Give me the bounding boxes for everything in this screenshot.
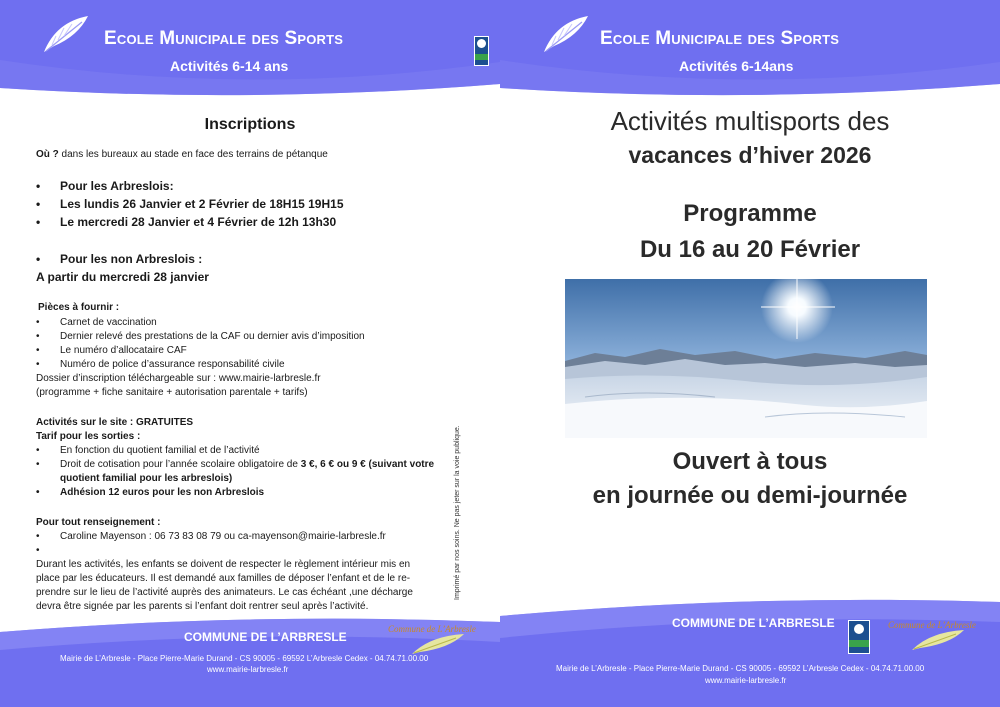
school-subtitle: Activités 6-14ans [679,58,794,74]
right-footer [500,598,1000,707]
feather-icon [42,14,90,54]
feather-icon [410,632,466,656]
print-note: Imprimé par nos soins. Ne pas jeter sur la voie publique. [454,425,461,600]
town-logo [388,618,476,658]
school-title: Ecole Municipale des Sports [600,28,840,49]
left-footer [0,598,500,707]
list-item: • Le numéro d’allocataire CAF [36,345,187,356]
location-line: Où ? dans les bureaux au stade en face des terrains de pétanque [36,149,328,160]
programme-heading: Programme [683,200,817,227]
commune-title: COMMUNE DE L’ARBRESLE [672,616,835,630]
rules-line: prendre sur le lieu de l’activité auprès des animateurs. Le cas échéant ,une décharge [36,587,413,598]
snow-landscape-photo [565,279,927,438]
caf-logo [848,620,870,654]
commune-title: COMMUNE DE L’ARBRESLE [184,630,347,644]
list-item: • Numéro de police d’assurance responsabilité civile [36,359,285,370]
open-heading: Ouvert à tous [672,448,828,475]
list-item: • Carnet de vaccination [36,317,157,328]
activites-site: Activités sur le site : GRATUITES [36,417,194,428]
school-title: Ecole Municipale des Sports [104,28,344,49]
list-item: • [36,545,40,556]
list-item: • Droit de cotisation pour l’année scolaire obligatoire de 3 €, 6 € ou 9 € (suivant votre [36,459,435,470]
list-item: • Dernier relevé des prestations de la CAF ou dernier avis d’imposition [36,331,365,342]
town-logo-text: Commune de L’Arbresle [888,620,976,630]
list-item-continued: quotient familial pour les arbreslois) [60,473,233,484]
program-subtitle: vacances d’hiver 2026 [628,142,872,168]
program-title: Activités multisports des [610,106,890,136]
town-logo [888,614,976,654]
rules-line: devra être signée par les parents si l’enfant doit rentrer seul après l’activité. [36,601,369,612]
open-subheading: en journée ou demi-journée [592,482,908,509]
list-item: • Adhésion 12 euros pour les non Arbreslois [36,487,265,498]
pieces-title: Pièces à fournir : [38,302,120,313]
rules-line: place par les éducateurs. Il est demandé aux familles de déposer l’enfant et de le re- [36,573,411,584]
feather-icon [542,14,590,54]
right-header [500,0,1000,98]
caf-logo [474,36,489,66]
left-header [0,0,500,98]
website-link[interactable]: www.mairie-larbresle.fr [705,676,787,685]
programme-dates: Du 16 au 20 Février [639,236,861,263]
address-line: Mairie de L’Arbresle - Place Pierre-Marie Durand - CS 90005 - 69592 L’Arbresle Cedex - 04.74.71.00.00 [556,664,925,673]
list-item: • En fonction du quotient familial et de l’activité [36,445,260,456]
feather-icon [910,628,966,652]
list-item: • Pour les Arbreslois: [36,179,174,193]
inscriptions-title: Inscriptions [204,116,296,133]
tarif-title: Tarif pour les sorties : [36,431,141,442]
list-item: • Pour les non Arbreslois : [36,252,203,266]
website-link[interactable]: www.mairie-larbresle.fr [207,665,289,674]
dossier-line: Dossier d’inscription téléchargeable sur : www.mairie-larbresle.fr [36,373,321,384]
rules-line: Durant les activités, les enfants se doivent de respecter le règlement intérieur mis en [36,559,411,570]
school-subtitle: Activités 6-14 ans [170,58,289,74]
renseignement-title: Pour tout renseignement : [36,517,161,528]
dossier-detail: (programme + fiche sanitaire + autorisation parentale + tarifs) [36,387,308,398]
address-line: Mairie de L’Arbresle - Place Pierre-Marie Durand - CS 90005 - 69592 L’Arbresle Cedex - 04.74.71.00.00 [60,654,429,663]
list-item: • Le mercredi 28 Janvier et 4 Février de 12h 13h30 [36,215,337,229]
list-item: • Les lundis 26 Janvier et 2 Février de 18H15 19H15 [36,197,344,211]
start-date: A partir du mercredi 28 janvier [36,270,209,284]
town-logo-text: Commune de L’Arbresle [388,624,476,634]
list-item: • Caroline Mayenson : 06 73 83 08 79 ou ca-mayenson@mairie-larbresle.fr [36,531,386,542]
